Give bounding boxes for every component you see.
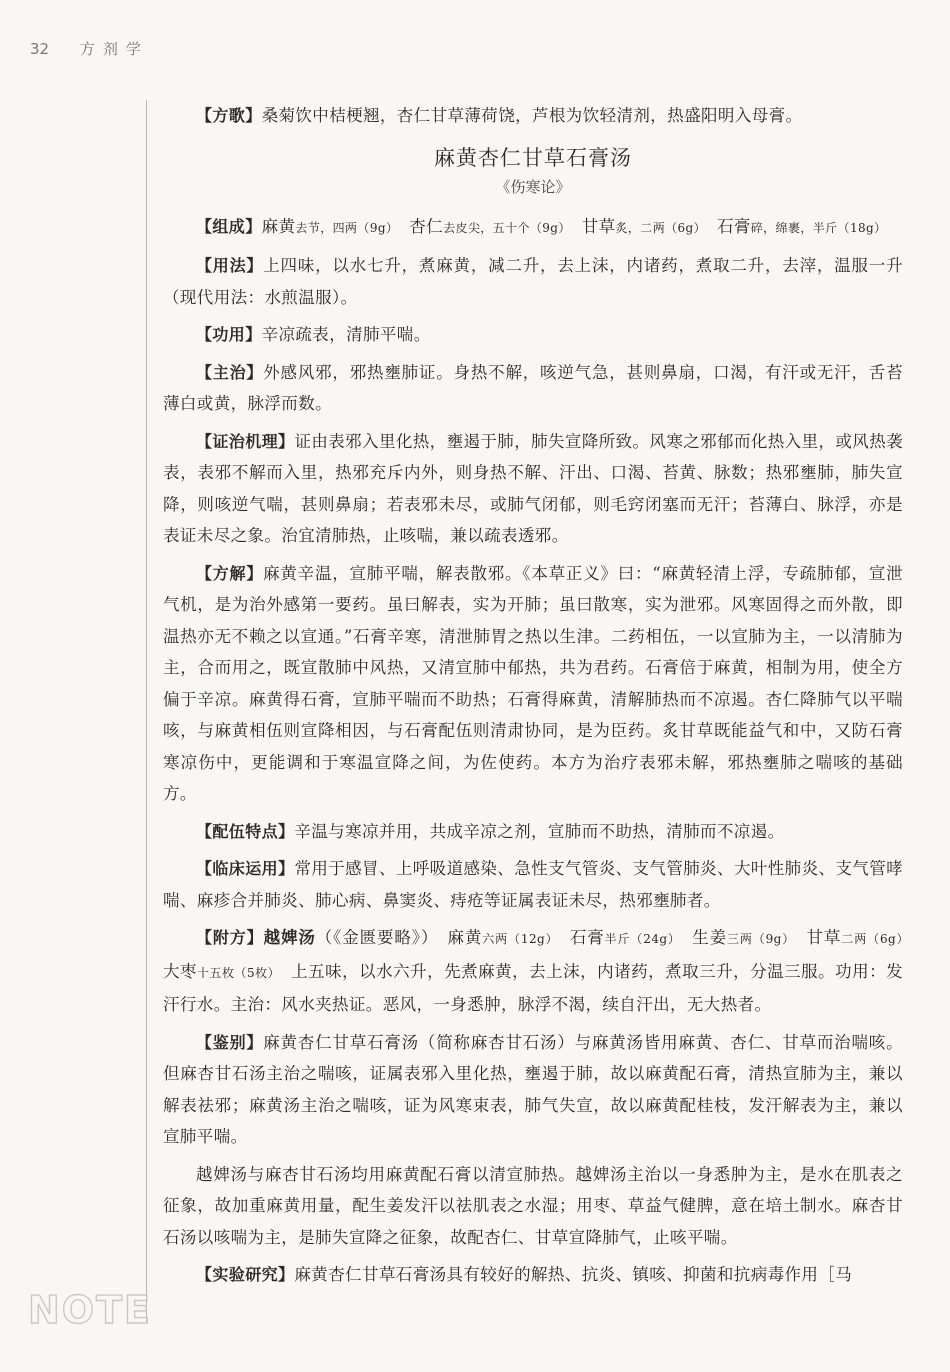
fufang-text: 上五味，以水六升，先煮麻黄，去上沫，内诸药，煮取三升，分温三服。功用：发汗行水。主治：风水夹热证。恶风，一身悉肿，脉浮不渴，续自汗出，无大热者。	[163, 961, 903, 1014]
jianbie-paragraph	[163, 1027, 903, 1153]
herb-dose: 去节，四两（9g）	[295, 220, 393, 235]
jianbie-label: 【鉴别】	[196, 1032, 264, 1052]
running-header	[30, 38, 149, 59]
zhuzhi-text: 外感风邪，邪热壅肺证。身热不解，咳逆气急，甚则鼻扇，口渴，有汗或无汗，舌苔薄白或黄，脉浮而数。	[163, 362, 903, 413]
peiwu-paragraph	[163, 816, 903, 848]
margin-rule	[146, 100, 147, 1322]
gongyong-text: 辛凉疏表，清肺平喘。	[261, 325, 431, 344]
linchuang-label: 【临床运用】	[196, 859, 295, 878]
jianbie-paragraph-2: 越婢汤与麻杏甘石汤均用麻黄配石膏以清宣肺热。越婢汤主治以一身悉肿为主，是水在肌表之征象，故加重麻黄用量，配生姜发汗以祛肌表之水湿；用枣、草益气健脾，意在培土制水。麻杏甘石汤以咳喘为主，是肺失宣降之征象，故配杏仁、甘草宣降肺气，止咳平喘。	[163, 1164, 903, 1247]
fufang-paragraph	[163, 922, 903, 1021]
page-number: 32	[30, 40, 50, 58]
herb-name: 石膏	[716, 216, 751, 236]
herb-dose: 六两（12g）	[482, 932, 553, 946]
peiwu-text: 辛温与寒凉并用，共成辛凉之剂，宣肺而不助热，清肺而不凉遏。	[294, 821, 785, 841]
fangge-paragraph	[163, 100, 903, 132]
fangjie-label: 【方解】	[196, 563, 264, 583]
yongfa-text: 上四味，以水七升，煮麻黄，减二升，去上沫，内诸药，煮取二升，去滓，温服一升（现代用法：水煎温服）。	[163, 256, 903, 307]
gongyong-paragraph	[163, 319, 903, 351]
jili-text: 证由表邪入里化热，壅遏于肺，肺失宣降所致。风寒之邪郁而化热入里，或风热袭表，表邪不解而入里，热邪充斥内外，则身热不解、汗出、口渴、苔黄、脉数；热邪壅肺，肺失宣降，则咳逆气喘，甚则鼻扇；若表邪未尽，或肺气闭郁，则毛窍闭塞而无汗；苔薄白、脉浮，亦是表证未尽之象。治宜清肺热，止咳喘，兼以疏表透邪。	[163, 431, 903, 545]
herb-name: 石膏	[569, 928, 605, 947]
fangjie-paragraph	[163, 558, 903, 810]
herb-name: 麻黄	[447, 928, 483, 947]
fufang-source: （《金匮要略》）	[315, 928, 431, 947]
note-watermark: NOTE	[28, 1288, 152, 1332]
yongfa-label: 【用法】	[196, 256, 264, 275]
herb-name: 甘草	[581, 216, 616, 236]
book-title: 方剂学	[79, 40, 149, 58]
fangge-label: 【方歌】	[196, 106, 262, 125]
formula-source: 《伤寒论》	[495, 177, 571, 196]
herb-dose: 炙，二两（6g）	[615, 220, 701, 235]
zucheng-paragraph	[163, 211, 903, 245]
yongfa-paragraph	[163, 250, 903, 313]
jili-paragraph	[163, 426, 903, 552]
herb-dose: 碎，绵裹，半斤（18g）	[750, 220, 887, 235]
herb-dose: 二两（6g）	[841, 932, 903, 946]
formula-title: 麻黄杏仁甘草石膏汤	[434, 145, 632, 170]
shiyan-text: 麻黄杏仁甘草石膏汤具有较好的解热、抗炎、镇咳、抑菌和抗病毒作用［马	[294, 1265, 853, 1284]
fufang-label: 【附方】	[196, 928, 264, 947]
fufang-name: 越婢汤	[263, 928, 316, 947]
herb-name: 生姜	[692, 928, 727, 947]
shiyan-label: 【实验研究】	[196, 1265, 295, 1284]
shiyan-paragraph	[163, 1259, 903, 1291]
herb-name: 杏仁	[409, 216, 444, 236]
herb-dose: 十五枚（5枚）	[197, 965, 275, 980]
fangjie-text: 麻黄辛温，宣肺平喘，解表散邪。《本草正义》曰：“麻黄轻清上浮，专疏肺郁，宣泄气机，是为治外感第一要药。虽曰解表，实为开肺；虽曰散寒，实为泄邪。风寒固得之而外散，即温热亦无不赖之以宣通。”石膏辛寒，清泄肺胃之热以生津。二药相伍，一以宣肺为主，一以清肺为主，合而用之，既宣散肺中风热，又清宣肺中郁热，共为君药。石膏倍于麻黄，相制为用，使全方偏于辛凉。麻黄得石膏，宣肺平喘而不助热；石膏得麻黄，清解肺热而不凉遏。杏仁降肺气以平喘咳，与麻黄相伍则宣降相因，与石膏配伍则清肃协同，是为臣药。炙甘草既能益气和中，又防石膏寒凉伤中，更能调和于寒温宣降之间，为佐使药。本方为治疗表邪未解，邪热壅肺之喘咳的基础方。	[163, 563, 903, 803]
linchuang-text: 常用于感冒、上呼吸道感染、急性支气管炎、支气管肺炎、大叶性肺炎、支气管哮喘、麻疹合并肺炎、肺心病、鼻窦炎、痔疮等证属表证未尽，热邪壅肺者。	[163, 859, 903, 910]
herb-name: 麻黄	[261, 216, 296, 236]
jianbie-text: 麻黄杏仁甘草石膏汤（简称麻杏甘石汤）与麻黄汤皆用麻黄、杏仁、甘草而治喘咳。但麻杏甘石汤主治之喘咳，证属表邪入里化热，壅遏于肺，故以麻黄配石膏，清热宣肺为主，兼以解表祛邪；麻黄汤主治之喘咳，证为风寒束表，肺气失宣，故以麻黄配桂枝，发汗解表为主，兼以宣肺平喘。	[163, 1032, 903, 1146]
herb-name: 大枣	[163, 961, 197, 981]
jili-label: 【证治机理】	[196, 431, 295, 451]
zhuzhi-label: 【主治】	[196, 362, 264, 382]
linchuang-paragraph	[163, 853, 903, 916]
zucheng-label: 【组成】	[196, 216, 262, 236]
herb-dose: 三两（9g）	[726, 932, 790, 946]
herb-name: 甘草	[806, 928, 842, 947]
herb-dose: 半斤（24g）	[604, 932, 675, 946]
herb-dose: 去皮尖，五十个（9g）	[443, 220, 565, 235]
page-body	[163, 100, 903, 1297]
zhuzhi-paragraph	[163, 357, 903, 420]
peiwu-label: 【配伍特点】	[196, 821, 295, 841]
gongyong-label: 【功用】	[196, 325, 262, 344]
fangge-text: 桑菊饮中桔梗翘，杏仁甘草薄荷饶，芦根为饮轻清剂，热盛阳明入母膏。	[261, 106, 803, 125]
